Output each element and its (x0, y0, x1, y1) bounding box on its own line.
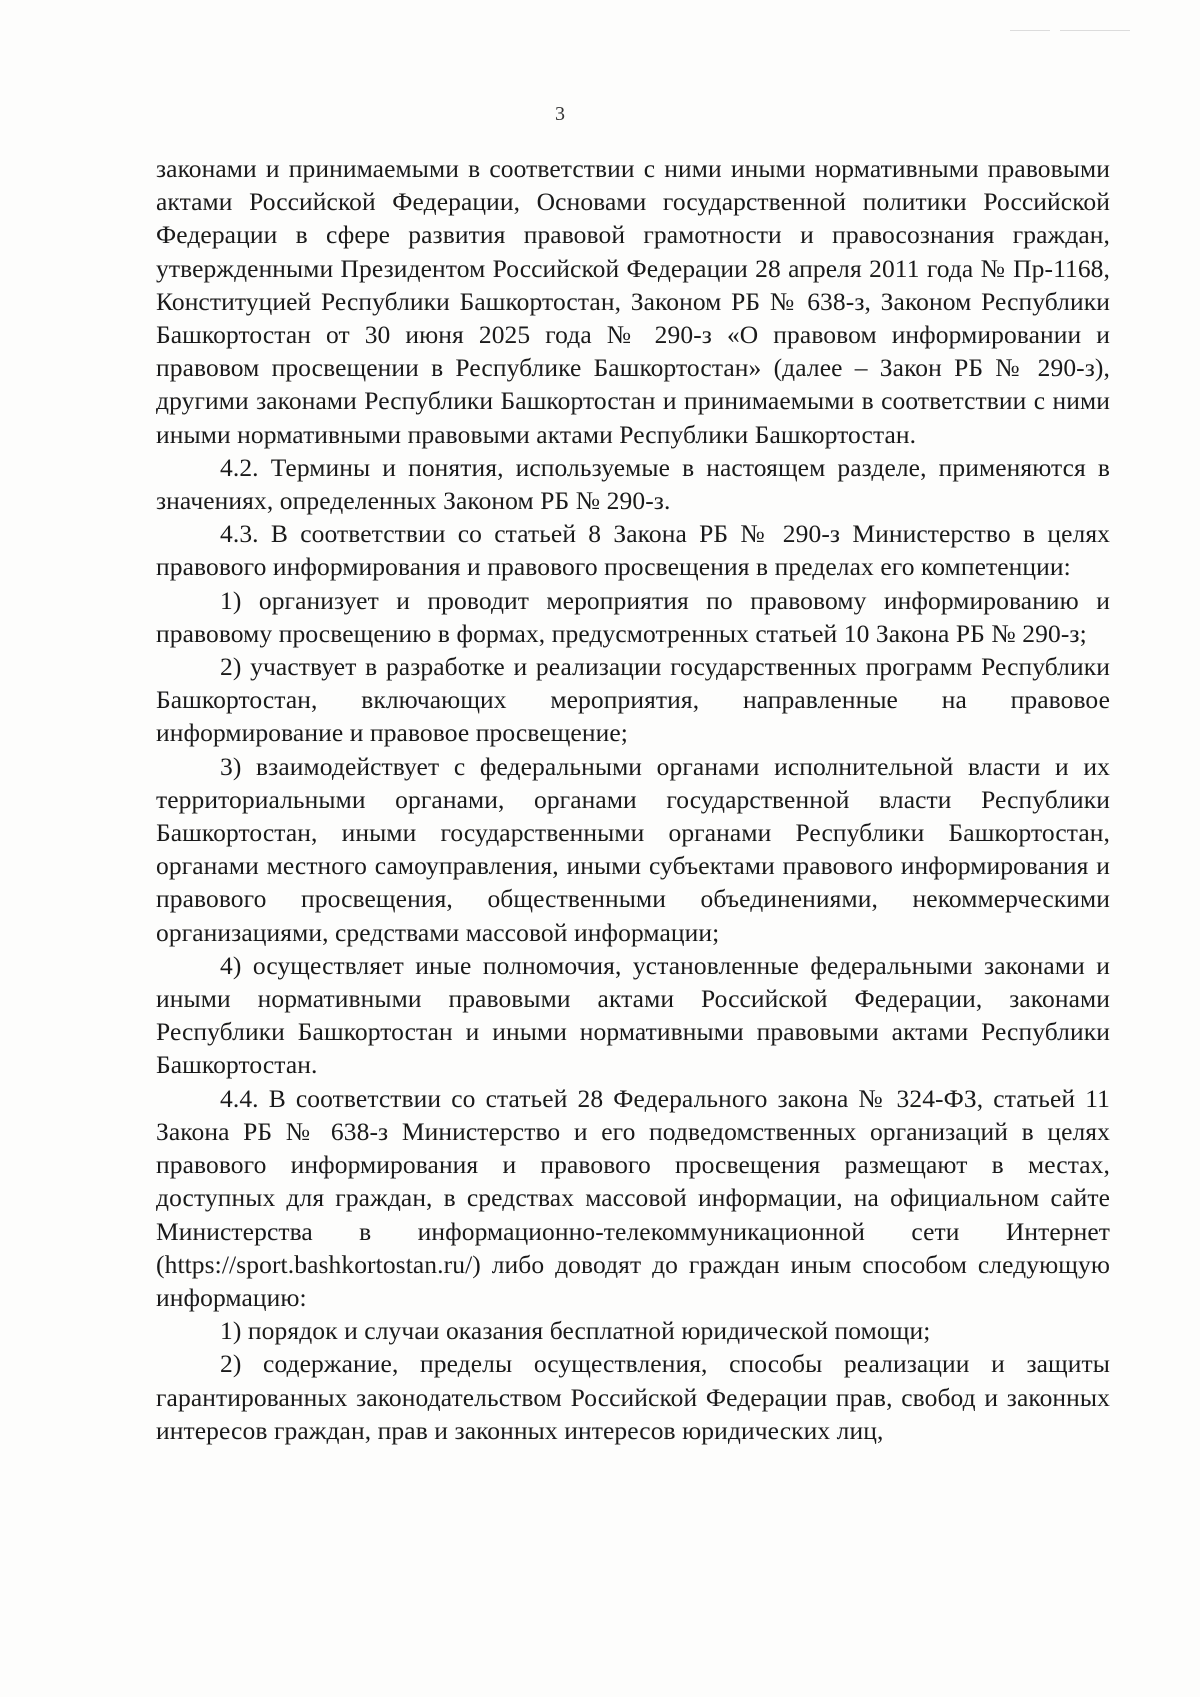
paragraph-4-3: 4.3. В соответствии со статьей 8 Закона РБ № 290-з Министерство в целях правового информирования и правового просвещения в пределах его компетенции: (156, 519, 1110, 582)
paragraph-4-4: 4.4. В соответствии со статьей 28 Федерального закона № 324-ФЗ, статьей 11 Закона РБ № 638-з Министерство и его подведомственных организаций в целях правового информирования и правового просвещения размещают в местах, доступных для граждан, в средствах массовой информации, на официальном сайте Министерства в информационно-телекоммуникационной сети Интернет (https://sport.bashkortostan.ru/) либо доводят до граждан иным способом следующую информацию: (156, 1083, 1110, 1312)
scan-artifact (1010, 30, 1050, 31)
list-item-4-3-4: 4) осуществляет иные полномочия, установленные федеральными законами и иными нормативными правовыми актами Российской Федерации, законами Республики Башкортостан и иными нормативными правовыми актами Республики Башкортостан. (156, 950, 1110, 1080)
page-number: 3 (555, 103, 565, 125)
document-body (156, 152, 1110, 1447)
list-item-4-3-3: 3) взаимодействует с федеральными органами исполнительной власти и их территориальными органами, органами государственной власти Республики Башкортостан, иными государственными органами Республики Башкортостан, органами местного самоуправления, иными субъектами правового информирования и правового просвещения, общественными объединениями, некоммерческими организациями, средствами массовой информации; (156, 751, 1110, 947)
paragraph-4-2: 4.2. Термины и понятия, используемые в настоящем разделе, применяются в значениях, определенных Законом РБ № 290-з. (156, 452, 1110, 516)
list-item-4-3-2: 2) участвует в разработке и реализации государственных программ Республики Башкортостан, включающих мероприятия, направленные на правовое информирование и правовое просвещение; (156, 652, 1110, 748)
scan-artifact (1060, 30, 1130, 31)
paragraph-continuation: законами и принимаемыми в соответствии с ними иными нормативными правовыми актами Российской Федерации, Основами государственной политики Российской Федерации в сфере развития правовой грамотности и правосознания граждан, утвержденными Президентом Российской Федерации 28 апреля 2011 года № Пр-1168, Конституцией Республики Башкортостан, Законом РБ № 638-з, Законом Республики Башкортостан от 30 июня 2025 года № 290-з «О правовом информировании и правовом просвещении в Республике Башкортостан» (далее – Закон РБ № 290-з), другими законами Республики Башкортостан и принимаемыми в соответствии с ними иными нормативными правовыми актами Республики Башкортостан. (156, 154, 1110, 449)
list-item-4-3-1: 1) организует и проводит мероприятия по правовому информированию и правовому просвещению в формах, предусмотренных статьей 10 Закона РБ № 290-з; (156, 585, 1110, 648)
list-item-4-4-2: 2) содержание, пределы осуществления, способы реализации и защиты гарантированных законодательством Российской Федерации прав, свобод и законных интересов граждан, прав и законных интересов юридических лиц, (156, 1349, 1110, 1445)
list-item-4-4-1: 1) порядок и случаи оказания бесплатной юридической помощи; (220, 1316, 931, 1346)
